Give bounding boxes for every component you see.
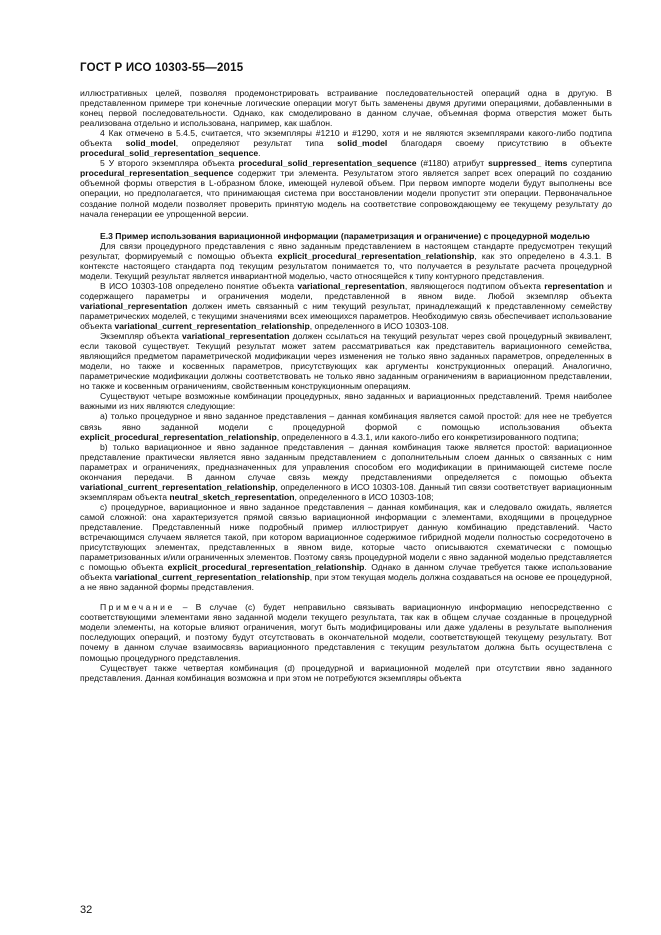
- section-paragraph-1: Для связи процедурного представления с явно заданным представлением в настоящем стандарте предусмотрен текущий результат, формируемый с помощью объекта explicit_procedural_representation_relationship, как это определено в 4.3.1. В контексте настоящего стандарта под текущим результатом понимается то, что получается в результате расчета процедурной модели. Текущий результат является инвариантной моделью, часто относящейся к типу контурного представления.: [80, 240, 612, 281]
- section-paragraph-4: Существуют четыре возможные комбинации процедурных, явно заданных и вариационных представлений. Тремя наиболее важными из них являются следующие:: [80, 391, 612, 412]
- page-header-title: ГОСТ Р ИСО 10303-55—2015: [80, 62, 244, 74]
- intro-note-4: 4 Как отмечено в 5.4.5, считается, что экземпляры #1210 и #1290, хотя и не являются экземплярами какого-либо подтипа объекта solid_model, определяют результат типа solid_model благодаря своему присутствию в объекте procedural_solid_representation_sequence.: [80, 128, 612, 159]
- section-paragraph-5: Существует также четвертая комбинация (d) процедурной и вариационной моделей при отсутствии явно заданного представления. Данная комбинация возможна и при этом не потребуются экземпляры объекта: [80, 662, 612, 683]
- page-number: 32: [80, 904, 93, 916]
- list-item-a: а) только процедурное и явно заданное представления – данная комбинация является самой простой: для нее не требуется связь явно заданной модели с процедурной формой с помощью использования объекта explicit_procedural_representation_relationship, определенного в 4.3.1, или какого-либо его конкретизированного подтипа;: [80, 411, 612, 442]
- list-item-b: b) только вариационное и явно заданное представления – данная комбинация также является простой: вариационное представление практически является явно заданным представлением с дополнительным слоем данных о связанных с ним параметрах и ограничениях, предназначенных для управления способом его модификации в принимающей системе после окончания передачи. В данном случае связь между представлениями определяется с помощью объекта variational_current_representation_relationship, определенного в ИСО 10303-108. Данный тип связи соответствует вариационным экземплярам объекта neutral_sketch_representation, определенного в ИСО 10303-108;: [80, 441, 612, 502]
- section-heading: Е.3 Пример использования вариационной информации (параметризация и ограничение) с процедурной моделью: [100, 230, 590, 241]
- section-paragraph-3: Экземпляр объекта variational_representation должен ссылаться на текущий результат через свой процедурный эквивалент, если таковой существует. Текущий результат может затем рассматриваться как представитель вариационного семейства, являющийся предметом параметрической модификации через изменения не только явно заданных параметров, определенных в модели, но также и косвенных параметров, присутствующих как аргументы конструкционных операций. Аналогично, параметрические модификации должны соответствовать не только явно заданным ограничениям в вариационном представлении, но также и косвенным ограничениям, свойственным конструкционным операциям.: [80, 331, 612, 392]
- note-label: Примечание: [100, 602, 175, 613]
- note-paragraph: Примечание – В случае (с) будет неправильно связывать вариационную информацию непосредственно с соответствующими элементами явно заданной модели текущего результата, так как в общем случае созданные в процедурной модели элементы, на которые влияют ограничения, могут быть модифицированы или даже удалены в результате выполнения последующих операций, и поэтому будут отсутствовать в окончательной модели, соответствующей текущему результату. Вот почему в данном случае взаимосвязь вариационного представления с текущим результатом должна быть осуществлена с помощью процедурного представления.: [80, 602, 612, 663]
- intro-paragraph: иллюстративных целей, позволяя продемонстрировать встраивание последовательностей операций одна в другую. В представленном примере три конечные логические операции могут быть заменены двумя другими операциями, добавленными в конец первой последовательности. Однако, как смоделировано в данном случае, объемная форма отверстия может быть реализована отдельно и использована, например, как шаблон.: [80, 88, 612, 129]
- page-content: [80, 88, 612, 683]
- section-paragraph-2: В ИСО 10303-108 определено понятие объекта variational_representation, являющегося подтипом объекта representation и содержащего параметры и ограничения модели, представленной в явном виде. Любой экземпляр объекта variational_representation должен иметь связанный с ним текущий результат, принадлежащий к представленному семейству параметрических моделей, с текущими значениями всех имеющихся параметров. Необходимую связь обеспечивает использование объекта variational_current_representation_relationship, определенного в ИСО 10303-108.: [80, 280, 612, 332]
- intro-note-5: 5 У второго экземпляра объекта procedural_solid_representation_sequence (#1180) атрибут suppressed_ items супертипа procedural_representation_sequence содержит три элемента. Результатом этого является запрет всех операций по созданию объемной формы отверстия в L-образном блоке, имеющей нулевой объем. При первом импорте модели будут выполнены все операции, но предполагается, что принимающая система при восстановлении модели пропустит эти операции. Первоначальное создание полной модели позволяет проверить принятую модель на соответствие сопровождающему ее текущему результату до начала генерации ее упрощенной версии.: [80, 158, 613, 219]
- list-item-c: с) процедурное, вариационное и явно заданное представления – данная комбинация, как и следовало ожидать, является самой сложной: она характеризуется прямой связью вариационной информации с элементами, входящими в процедурное представление. Представленный ниже подробный пример иллюстрирует данную комбинацию представлений. Часто встречающимся случаем является такой, при котором вариационное содержимое гибридной модели полностью сосредоточено в присутствующих элементах, представленных в явном виде, которые часто описываются схематически с помощью параметризованных и/или ограниченных элементов. Поэтому связь процедурной модели с явно заданной моделью представляется с помощью объекта explicit_procedural_representation_relationship. Однако в данном случае требуется также использование объекта variational_current_representation_relationship, при этом текущая модель должна создаваться на основе ее процедурной, а не явно заданной формы представления.: [80, 501, 612, 593]
